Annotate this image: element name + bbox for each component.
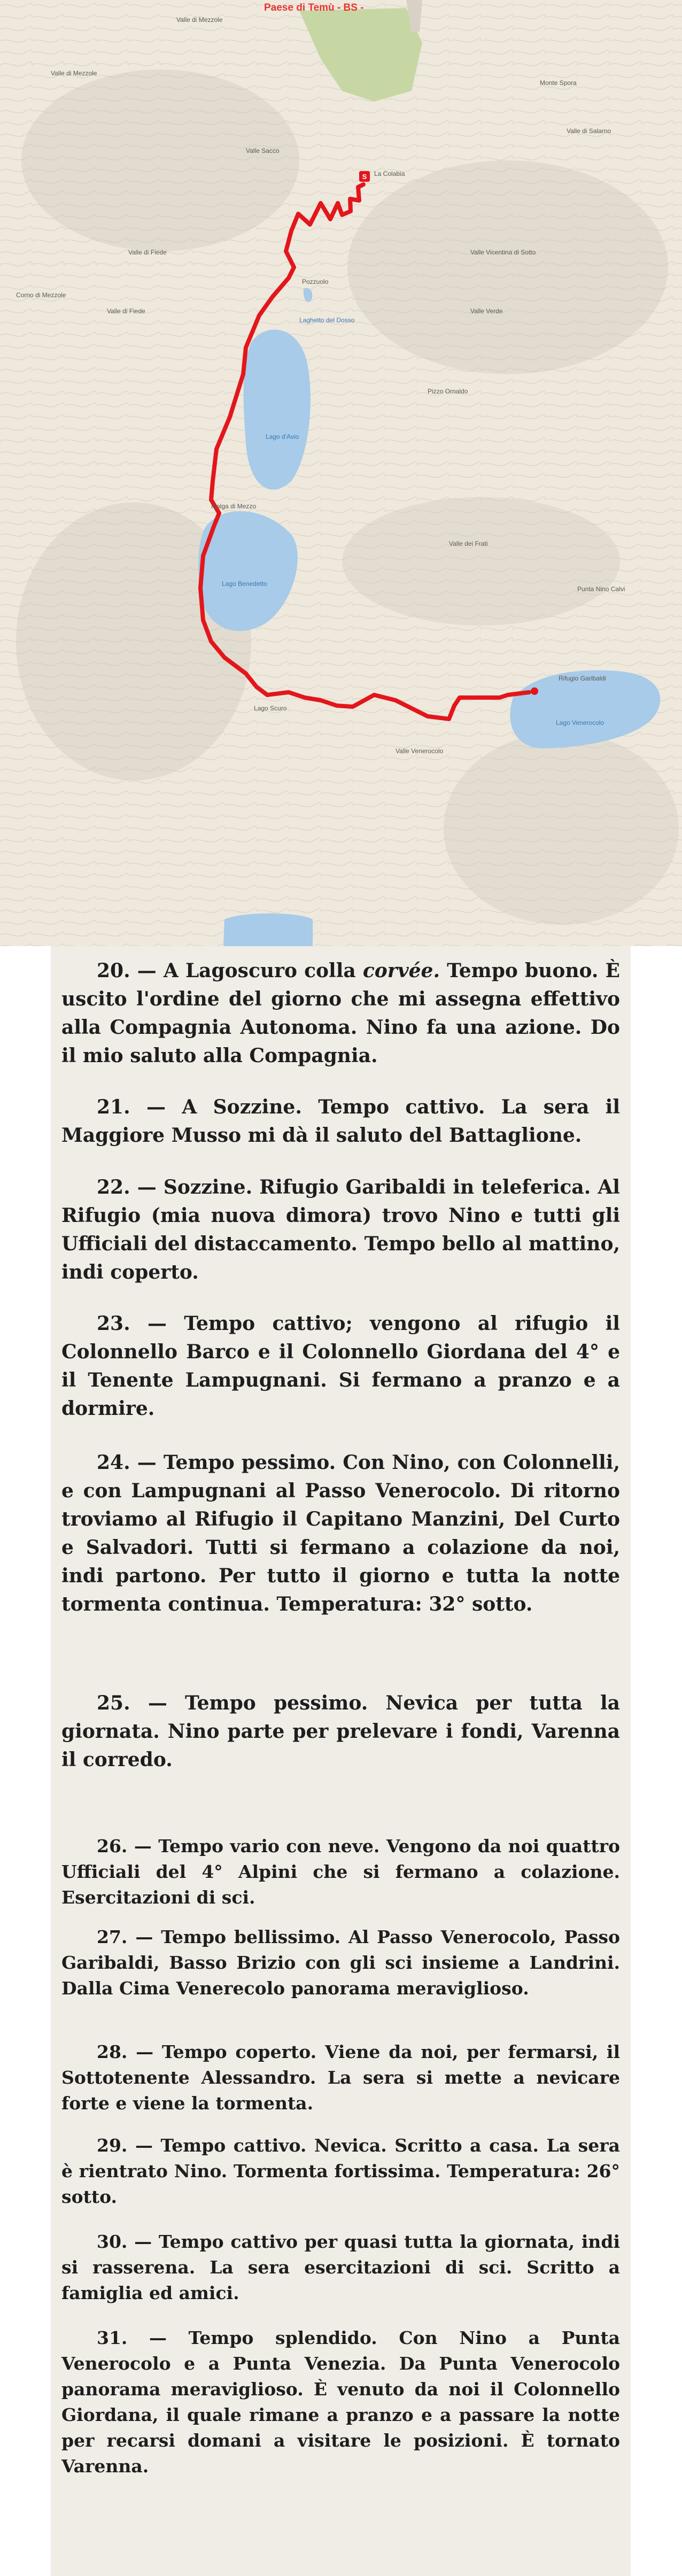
map-label: Valle Sacco: [246, 147, 280, 154]
entry-text: — Tempo cattivo per quasi tutta la giornata, indi si rasserena. La sera esercitazioni di sci. Scritto a famiglia ed amici.: [61, 2231, 620, 2303]
map-label: Valle Vicentina di Sotto: [470, 249, 536, 256]
map-title: Paese di Temù - BS -: [264, 2, 364, 13]
diary-entry: [61, 1093, 620, 1150]
relief-shade: [342, 497, 620, 625]
map-label: Malga di Mezzo: [211, 502, 257, 510]
entry-text-after: Tempo buono. È uscito l'ordine del giorno che mi assegna effettivo alla Compagnia Autonoma. Nino fa una azione. Do il mio saluto alla Compagnia.: [61, 960, 620, 1067]
entry-number: 22.: [97, 1176, 130, 1198]
lake-bottom: [223, 914, 313, 946]
map-label: Valle dei Frati: [449, 540, 488, 547]
map-label: Pozzuolo: [302, 278, 329, 285]
diary-entry: [61, 1689, 620, 1774]
map-label: Laghetto del Dosso: [299, 316, 355, 324]
map-label: Rifugio Garibaldi: [559, 675, 606, 682]
entry-text: — Sozzine. Rifugio Garibaldi in teleferica. Al Rifugio (mia nuova dimora) trovo Nino e tutti gli Ufficiali del distaccamento. Tempo bello al mattino, indi coperto.: [61, 1176, 620, 1283]
diary-entry: [61, 2229, 620, 2306]
map-label: Lago d'Avio: [266, 433, 299, 440]
entry-text: — A Lagoscuro colla: [137, 960, 363, 982]
map-label: Pizzo Ornaldo: [428, 388, 468, 395]
map-label: La Colabia: [374, 170, 405, 177]
diary-entry: [61, 2325, 620, 2479]
entry-italic: corvée.: [362, 960, 440, 982]
entry-number: 28.: [97, 2041, 128, 2062]
end-marker: [531, 687, 538, 695]
map-label: Lago Venerocolo: [556, 719, 604, 726]
map-label: Valle di Fiede: [128, 249, 167, 256]
relief-shade: [444, 732, 679, 925]
entry-number: 20.: [97, 960, 130, 982]
entry-text: — Tempo pessimo. Nevica per tutta la giornata. Nino parte per prelevare i fondi, Varenna il corredo.: [61, 1692, 620, 1771]
diary-entry: [61, 1173, 620, 1287]
diary-entry: [61, 2133, 620, 2210]
entry-text: — Tempo pessimo. Con Nino, con Colonnelli, e con Lampugnani al Passo Venerocolo. Di ritorno troviamo al Rifugio il Capitano Manzini, Del Curto e Salvadori. Tutti si fermano a colazione da noi, indi partono. Per tutto il giorno e tutta la notte tormenta continua. Temperatura: 32° sotto.: [61, 1451, 620, 1615]
entry-number: 21.: [97, 1096, 130, 1118]
diary-entry: [61, 1924, 620, 2001]
map-label: Lago Benedetto: [222, 580, 267, 587]
entry-text: — Tempo coperto. Viene da noi, per fermarsi, il Sottotenente Alessandro. La sera si mette a nevicare forte e viene la tormenta.: [61, 2041, 620, 2114]
map-label: Valle di Mezzole: [176, 16, 223, 24]
relief-shade: [347, 160, 668, 374]
topographic-map: [0, 0, 682, 946]
entry-text: — Tempo cattivo; vengono al rifugio il Colonnello Barco e il Colonnello Giordana del 4° e il Tenente Lampugnani. Si fermano a pranzo e a dormire.: [61, 1312, 620, 1420]
map-label: Corno di Mezzole: [16, 291, 66, 299]
map-label: Punta Nino Calvi: [577, 585, 625, 593]
entry-number: 25.: [97, 1692, 130, 1714]
entry-number: 31.: [97, 2327, 128, 2348]
entry-number: 27.: [97, 1927, 128, 1947]
map-canvas: [0, 0, 682, 946]
entry-text: — A Sozzine. Tempo cattivo. La sera il Maggiore Musso mi dà il saluto del Battaglione.: [61, 1096, 620, 1147]
entry-number: 23.: [97, 1312, 130, 1335]
map-label: Monte Spora: [540, 79, 577, 87]
entry-number: 26.: [97, 1836, 128, 1856]
diary-entry: [61, 1834, 620, 1910]
entry-text: — Tempo bellissimo. Al Passo Venerocolo, Passo Garibaldi, Basso Brizio con gli sci insieme a Landrini. Dalla Cima Venerecolo panorama meraviglioso.: [61, 1927, 620, 1999]
diary-entry: [61, 2039, 620, 2116]
start-marker-letter: S: [362, 173, 367, 181]
map-label: Valle di Fiede: [107, 307, 145, 315]
entry-text: — Tempo vario con neve. Vengono da noi quattro Ufficiali del 4° Alpini che si fermano a colazione. Esercitazioni di sci.: [61, 1836, 620, 1908]
map-label: Valle Venerocolo: [396, 747, 444, 755]
entry-number: 30.: [97, 2231, 128, 2252]
relief-shade: [21, 69, 299, 251]
diary-entry: [61, 1449, 620, 1619]
diary-entry: [61, 1310, 620, 1423]
map-label: Valle di Mezzole: [51, 69, 97, 77]
diary-entry: [61, 957, 620, 1070]
entry-text: — Tempo cattivo. Nevica. Scritto a casa. La sera è rientrato Nino. Tormenta fortissima. Temperatura: 26° sotto.: [61, 2135, 621, 2207]
entry-number: 29.: [97, 2135, 128, 2156]
entry-number: 24.: [97, 1451, 130, 1474]
map-label: Valle di Salarno: [567, 127, 611, 135]
entry-text: — Tempo splendido. Con Nino a Punta Venerocolo e a Punta Venezia. Da Punta Venerocolo panorama meraviglioso. È venuto da noi il Colonnello Giordana, il quale rimane a pranzo e a passare la notte per recarsi domani a visitare le posizioni. È tornato Varenna.: [61, 2327, 620, 2477]
map-label: Lago Scuro: [254, 705, 287, 712]
map-label: Valle Verde: [470, 307, 503, 315]
diary-page-1: [51, 946, 631, 1823]
diary-page-2: [51, 1823, 631, 2576]
